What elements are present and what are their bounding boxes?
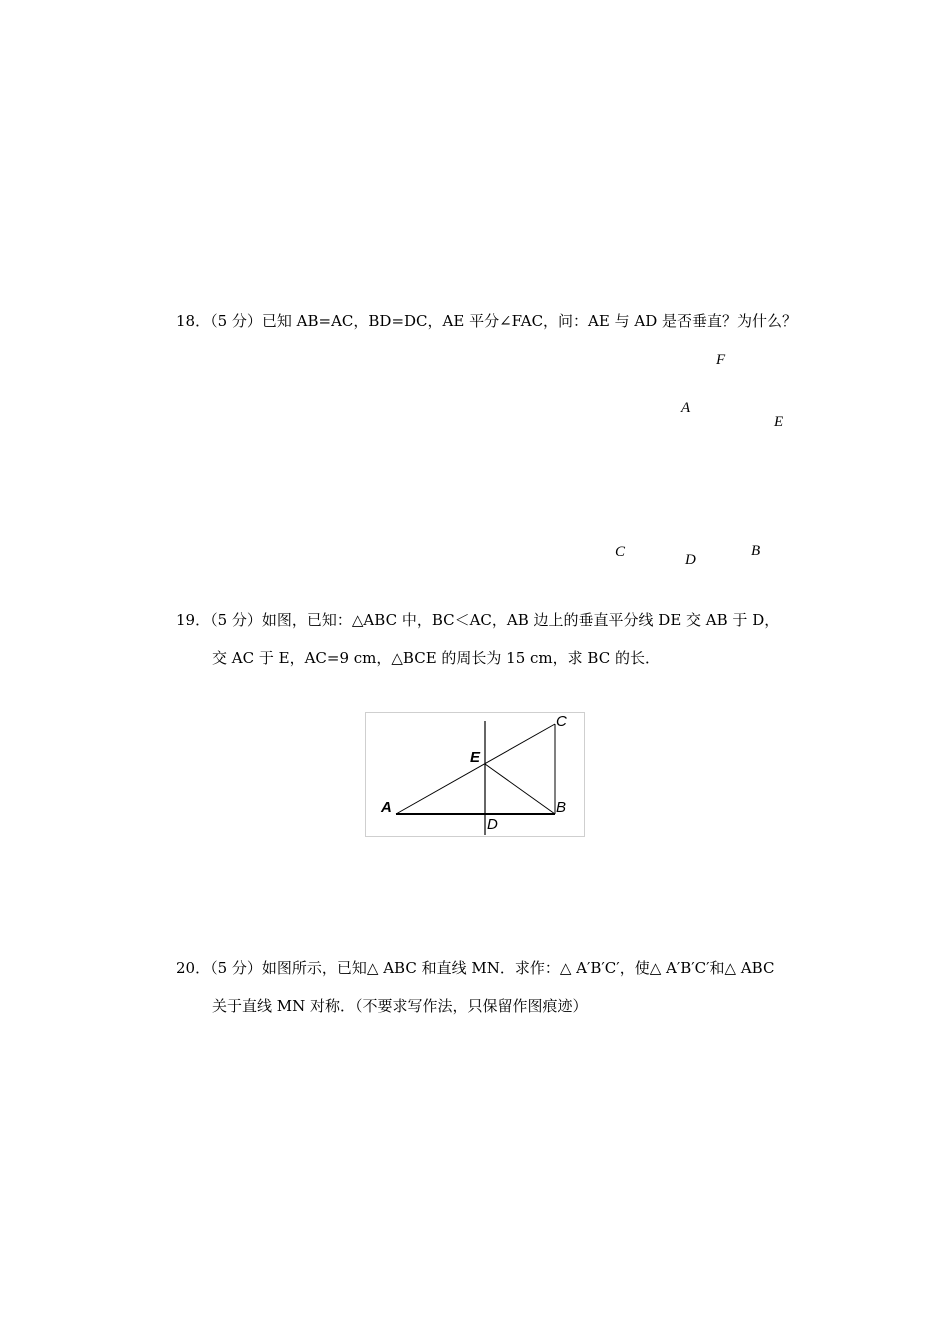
question-19-line-1: 19．（5 分）如图，已知：△ABC 中，BC＜AC，AB 边上的垂直平分线 DE 交 AB 于 D， xyxy=(176,611,780,629)
point-label-a: A xyxy=(681,400,691,416)
question-20-line-1: 20．（5 分）如图所示，已知△ ABC 和直线 MN．求作：△ A′B′C′，使△ A′B′C′和△ ABC xyxy=(176,959,775,977)
figure-label-e: E xyxy=(470,749,481,766)
triangle-figure xyxy=(365,712,585,837)
figure-label-d: D xyxy=(487,816,498,833)
figure-label-b: B xyxy=(556,799,567,816)
figure-label-a: A xyxy=(381,799,392,816)
question-20-line-2: 关于直线 MN 对称．（不要求写作法，只保留作图痕迹） xyxy=(212,997,588,1015)
triangle-diagram xyxy=(366,713,586,838)
figure-label-c: C xyxy=(556,713,567,730)
point-label-b: B xyxy=(751,543,761,559)
point-label-f: F xyxy=(716,352,726,368)
point-label-e: E xyxy=(774,414,784,430)
segment-eb xyxy=(485,764,555,814)
question-18-text: 18．（5 分）已知 AB=AC，BD=DC，AE 平分∠FAC，问：AE 与 AD 是否垂直？为什么？ xyxy=(176,312,798,330)
point-label-d: D xyxy=(685,552,696,568)
question-19-line-2: 交 AC 于 E，AC=9 cm，△BCE 的周长为 15 cm，求 BC 的长． xyxy=(212,649,660,667)
segment-ac xyxy=(396,724,555,814)
point-label-c: C xyxy=(615,544,626,560)
